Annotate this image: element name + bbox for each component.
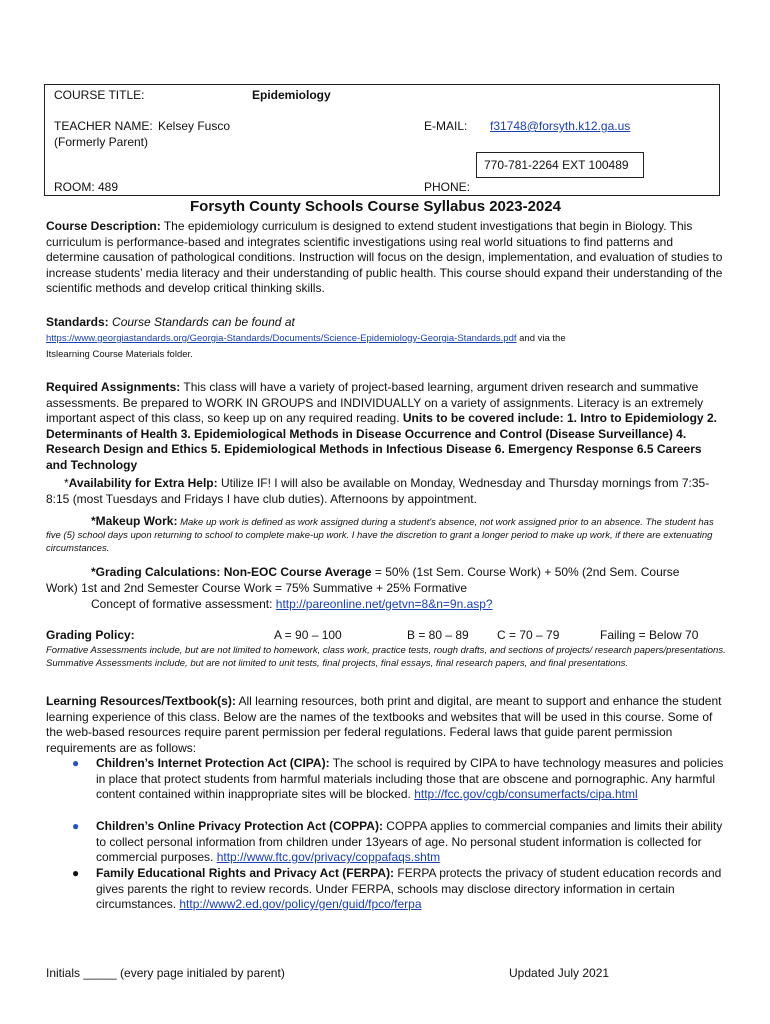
formative-concept-link[interactable]: http://pareonline.net/getvn=8&n=9n.asp? — [275, 597, 493, 611]
cipa-title: Children’s Internet Protection Act (CIPA): — [96, 756, 330, 770]
teacher-label: TEACHER NAME: — [54, 119, 153, 133]
extra-help: *Availability for Extra Help: Utilize IF! I will also be available on Monday, Wednesday and Thursday mornings from 7:35-8:15 (most Tuesdays and Fridays I have club duties). Afternoons by appointment. — [46, 476, 710, 506]
cipa-link[interactable]: http://fcc.gov/cgb/consumerfacts/cipa.html — [414, 787, 638, 801]
teacher-name: Kelsey Fusco — [158, 119, 231, 133]
bullet-coppa — [96, 819, 726, 866]
standards-label: Standards: — [46, 315, 109, 329]
email-label: E-MAIL: — [424, 119, 468, 133]
cipa-text: The school is required by CIPA to have technology measures and policies in place that protect students from harmful materials including those that are obscene and pornographic. Any harmful content contained within inappropriate sites will be blocked. — [96, 756, 724, 801]
makeup-work — [46, 515, 726, 555]
ferpa-text: FERPA protects the privacy of student education records and gives parents the right to review records. Under FERPA, schools may disclose directory information in certain circumstances. — [96, 866, 722, 911]
course-average-label: Non-EOC Course Average — [223, 565, 372, 579]
course-description-text: The epidemiology curriculum is designed to extend student investigations that begin in Biology. This curriculum is performance-based and integrates scientific investigations using real world situations to find patterns and determine causation of pathological conditions. Instruction will focus on the design, implementation, and evaluation of studies to increase students’ media literacy and their understanding of public health. This course should expand their understanding of the scientific methods and develop critical thinking skills. — [46, 219, 723, 295]
grade-a: A = 90 – 100 — [274, 628, 342, 642]
phone-label: PHONE: — [424, 180, 471, 194]
standards-tail2: Itslearning Course Materials folder. — [46, 349, 193, 360]
course-description — [46, 219, 726, 297]
standards-link[interactable]: https://www.georgiastandards.org/Georgia-Standards/Documents/Science-Epidemiology-Georgia-Standards.pdf — [46, 333, 517, 344]
grading-calc-formula: = 50% (1st Sem. Course Work) + 50% (2nd Sem. Course — [374, 565, 680, 579]
phone-number: 770-781-2264 EXT 100489 — [484, 158, 629, 172]
email-link[interactable]: f31748@forsyth.k12.ga.us — [490, 119, 631, 133]
bullet-cipa — [96, 756, 726, 803]
bullet-icon: ● — [72, 819, 80, 833]
grade-b: B = 80 – 89 — [407, 628, 469, 642]
extra-help-text: Utilize IF! I will also be available on Monday, Wednesday and Thursday mornings from 7:35-8:15 (most Tuesdays and Fridays I have club duties). Afternoons by appointment. — [46, 476, 710, 506]
initials-line: Initials _____ (every page initialed by parent) — [46, 966, 285, 980]
formative-concept-label: Concept of formative assessment: — [91, 597, 273, 611]
coppa-link[interactable]: http://www.ftc.gov/privacy/coppafaqs.shtm — [216, 850, 441, 864]
grade-c: C = 70 – 79 — [497, 628, 560, 642]
units-label: Units to be covered include: — [402, 411, 564, 425]
standards-tail: and via the — [519, 333, 566, 344]
makeup-label: *Makeup Work: — [91, 514, 178, 528]
grading-calc-line2: Work) 1st and 2nd Semester Course Work = 75% Summative + 25% Formative — [46, 581, 468, 595]
page-title: Forsyth County Schools Course Syllabus 2023-2024 — [190, 198, 561, 215]
required-assignments — [46, 380, 726, 473]
coppa-title: Children’s Online Privacy Protection Act (COPPA): — [96, 819, 383, 833]
standards — [46, 315, 726, 331]
ferpa-title: Family Educational Rights and Privacy Act (FERPA): — [96, 866, 395, 880]
extra-help-label: Availability for Extra Help — [68, 476, 214, 490]
coppa-text: COPPA applies to commercial companies and limits their ability to collect personal information from children under 13years of age. No personal student information is collected for commercial purposes. — [96, 819, 723, 864]
resources-text: All learning resources, both print and digital, are meant to support and enhance the student learning experience of this class. Below are the names of the textbooks and websites that will be used in this course. Some of the web-based resources require parent permission per federal regulations. Federal laws that guide parent permission requirements are as follows: — [46, 694, 722, 755]
grading-policy-note: Formative Assessments include, but are not limited to homework, class work, practice tests, rough drafts, and sections of projects/ research papers/presentations. Summative Assessments include, but are not limited to unit tests, final projects, final essays, final research papers, and final presentations. — [46, 645, 726, 669]
grade-failing: Failing = Below 70 — [600, 628, 699, 642]
assignments-label: Required Assignments: — [46, 380, 181, 394]
makeup-text: Make up work is defined as work assigned during a student's absence, not work assigned prior to an absence. The student has five (5) school days upon returning to school to complete make-up work. I have the discretion to grant a longer period to make up work, if there are extenuating circumstances. — [46, 517, 714, 554]
course-title-label: COURSE TITLE: — [54, 88, 145, 102]
bullet-icon: ● — [72, 866, 80, 880]
bullet-ferpa — [96, 866, 726, 913]
resources-label: Learning Resources/Textbook(s): — [46, 694, 236, 708]
updated-date: Updated July 2021 — [509, 966, 610, 980]
formative-concept — [91, 597, 493, 611]
grading-calc-line1 — [91, 565, 679, 579]
grading-calc-label: *Grading Calculations: — [91, 565, 221, 579]
teacher-former: (Formerly Parent) — [54, 135, 149, 149]
units-list: 1. Intro to Epidemiology 2. Determinants of Health 3. Epidemiological Methods in Disease Occurrence and Control (Disease Surveillance) 4. Research Design and Ethics 5. Epidemiological Methods in Infectious Disease 6. Emergency Response 6.5 Careers and Technology — [46, 411, 717, 472]
bullet-icon: ● — [72, 756, 80, 770]
standards-intro: Course Standards can be found at — [112, 315, 295, 329]
course-description-label: Course Description: — [46, 219, 161, 233]
room: ROOM: 489 — [54, 180, 119, 194]
standards-link-line — [46, 333, 566, 344]
learning-resources — [46, 694, 726, 756]
grading-policy-label: Grading Policy: — [46, 628, 135, 642]
ferpa-link[interactable]: http://www2.ed.gov/policy/gen/guid/fpco/ferpa — [179, 897, 422, 911]
assignments-text: This class will have a variety of project-based learning, argument driven research and summative assessments. Be prepared to WORK IN GROUPS and INDIVIDUALLY on a variety of assignments. Literacy is an extremely important aspect of this class, so keep up on any required reading. — [46, 380, 704, 425]
course-title: Epidemiology — [252, 88, 331, 102]
